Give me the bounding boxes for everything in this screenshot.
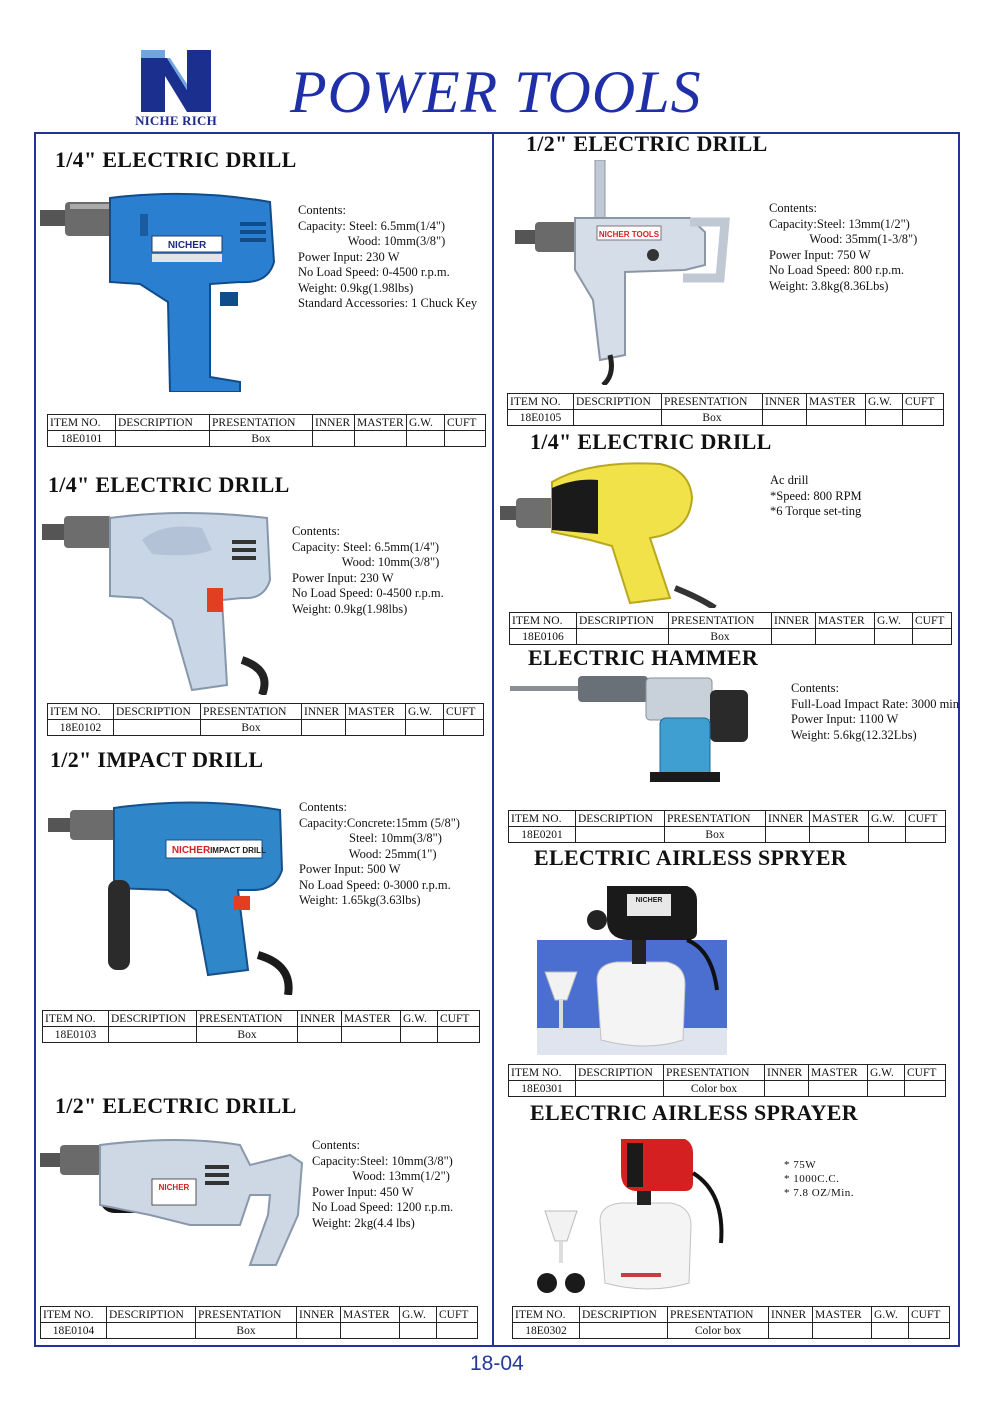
- header-presentation: PRESENTATION: [662, 394, 763, 410]
- product-title: 1/2" ELECTRIC DRILL: [526, 131, 768, 156]
- product-title: 1/4" ELECTRIC DRILL: [55, 147, 297, 172]
- airless-sprayer-image: [537, 880, 727, 1055]
- presentation: Color box: [664, 1081, 765, 1097]
- product-info-table: [512, 1306, 950, 1339]
- header-master: MASTER: [355, 415, 407, 431]
- header-gw: G.W.: [406, 704, 444, 720]
- header-cuft: CUFT: [437, 1307, 478, 1323]
- presentation: Box: [196, 1323, 297, 1339]
- header-description: DESCRIPTION: [107, 1307, 196, 1323]
- product-title: 1/2" IMPACT DRILL: [50, 747, 264, 772]
- product-specs: Contents: Capacity:Concrete:15mm (5/8") Steel: 10mm(3/8") Wood: 25mm(1") Power Input: 500 W No Load Speed: 0-3000 r.p.m. Weight: 1.65kg(3.63lbs): [299, 800, 460, 907]
- electric-drill-image: [40, 192, 290, 392]
- header-item-no: ITEM NO.: [48, 704, 114, 720]
- product-info-table: [47, 414, 486, 447]
- electric-drill-image: [40, 1135, 305, 1275]
- product-info-table: [508, 1064, 946, 1097]
- header-master: MASTER: [341, 1307, 400, 1323]
- product-title: ELECTRIC AIRLESS SPRAYER: [530, 1100, 858, 1125]
- header-gw: G.W.: [875, 613, 913, 629]
- header-description: DESCRIPTION: [574, 394, 662, 410]
- presentation: Box: [669, 629, 772, 645]
- header-inner: INNER: [765, 1065, 809, 1081]
- header-description: DESCRIPTION: [580, 1307, 668, 1323]
- header-inner: INNER: [769, 1307, 813, 1323]
- header-gw: G.W.: [872, 1307, 909, 1323]
- header-inner: INNER: [763, 394, 807, 410]
- header-cuft: CUFT: [909, 1307, 950, 1323]
- product-info-table: [507, 393, 944, 426]
- header-item-no: ITEM NO.: [509, 811, 576, 827]
- header-master: MASTER: [809, 1065, 868, 1081]
- item-no: 18E0302: [513, 1323, 580, 1339]
- tool-brand-label: NICHER: [167, 240, 207, 251]
- electric-hammer-image: [510, 672, 765, 787]
- header-description: DESCRIPTION: [577, 613, 669, 629]
- header-cuft: CUFT: [445, 415, 486, 431]
- header-item-no: ITEM NO.: [48, 415, 116, 431]
- header-inner: INNER: [302, 704, 346, 720]
- tool-brand-label: NICHER: [635, 897, 663, 904]
- header-presentation: PRESENTATION: [664, 1065, 765, 1081]
- brand-name: NICHE RICH: [135, 113, 217, 128]
- header-presentation: PRESENTATION: [668, 1307, 769, 1323]
- product-info-table: [42, 1010, 480, 1043]
- airless-sprayer-image: [525, 1133, 750, 1298]
- product-info-table: [509, 612, 952, 645]
- product-specs: Contents: Capacity:Steel: 10mm(3/8") Wood: 13mm(1/2") Power Input: 450 W No Load Speed: 1200 r.p.m. Weight: 2kg(4.4 lbs): [312, 1138, 454, 1230]
- header-cuft: CUFT: [903, 394, 944, 410]
- header-gw: G.W.: [407, 415, 445, 431]
- header-cuft: CUFT: [905, 1065, 946, 1081]
- product-specs: Contents: Full-Load Impact Rate: 3000 min Power Input: 1100 W Weight: 5.6kg(12.32Lbs): [791, 681, 960, 742]
- header-presentation: PRESENTATION: [196, 1307, 297, 1323]
- header-presentation: PRESENTATION: [201, 704, 302, 720]
- electric-drill-image: [515, 160, 735, 385]
- header-gw: G.W.: [866, 394, 903, 410]
- page-title: POWER TOOLS: [290, 59, 702, 125]
- tool-model-label: IMPACT DRILL: [210, 846, 266, 855]
- header-inner: INNER: [298, 1011, 342, 1027]
- product-specs: Contents: Capacity:Steel: 13mm(1/2") Wood: 35mm(1-3/8") Power Input: 750 W No Load Speed: 800 r.p.m. Weight: 3.8kg(8.36Lbs): [769, 201, 918, 293]
- item-no: 18E0101: [48, 431, 116, 447]
- item-no: 18E0104: [41, 1323, 107, 1339]
- header-master: MASTER: [346, 704, 406, 720]
- tool-brand-label: NICHER: [158, 1183, 190, 1192]
- product-info-table: [47, 703, 484, 736]
- product-title: ELECTRIC AIRLESS SPRYER: [534, 845, 847, 870]
- product-info-table: [508, 810, 946, 843]
- product-specs: Contents: Capacity: Steel: 6.5mm(1/4") Wood: 10mm(3/8") Power Input: 230 W No Load Speed: 0-4500 r.p.m. Weight: 0.9kg(1.98lbs): [292, 524, 444, 616]
- header-item-no: ITEM NO.: [513, 1307, 580, 1323]
- header-master: MASTER: [816, 613, 875, 629]
- header-cuft: CUFT: [438, 1011, 480, 1027]
- presentation: Box: [210, 431, 313, 447]
- item-no: 18E0105: [508, 410, 574, 426]
- header-master: MASTER: [813, 1307, 872, 1323]
- header-item-no: ITEM NO.: [508, 394, 574, 410]
- product-info-table: [40, 1306, 478, 1339]
- header-cuft: CUFT: [913, 613, 952, 629]
- header-item-no: ITEM NO.: [510, 613, 577, 629]
- presentation: Box: [201, 720, 302, 736]
- header-cuft: CUFT: [906, 811, 946, 827]
- header-gw: G.W.: [869, 811, 906, 827]
- item-no: 18E0102: [48, 720, 114, 736]
- presentation: Box: [662, 410, 763, 426]
- ac-drill-image: [500, 458, 725, 608]
- header-inner: INNER: [766, 811, 810, 827]
- presentation: Color box: [668, 1323, 769, 1339]
- header-master: MASTER: [810, 811, 869, 827]
- header-presentation: PRESENTATION: [665, 811, 766, 827]
- header-description: DESCRIPTION: [576, 811, 665, 827]
- product-specs: Ac drill *Speed: 800 RPM *6 Torque set-ting: [770, 473, 862, 518]
- header-description: DESCRIPTION: [114, 704, 201, 720]
- presentation: Box: [197, 1027, 298, 1043]
- header-item-no: ITEM NO.: [43, 1011, 109, 1027]
- header-inner: INNER: [297, 1307, 341, 1323]
- item-no: 18E0103: [43, 1027, 109, 1043]
- product-specs: * 75W * 1000C.C. * 7.8 OZ/Min.: [784, 1159, 855, 1199]
- header-presentation: PRESENTATION: [197, 1011, 298, 1027]
- header-gw: G.W.: [400, 1307, 437, 1323]
- column-divider: [492, 133, 494, 1347]
- header-item-no: ITEM NO.: [509, 1065, 576, 1081]
- header-inner: INNER: [313, 415, 355, 431]
- header-description: DESCRIPTION: [116, 415, 210, 431]
- header-description: DESCRIPTION: [576, 1065, 664, 1081]
- header-presentation: PRESENTATION: [669, 613, 772, 629]
- header-gw: G.W.: [401, 1011, 438, 1027]
- header-description: DESCRIPTION: [109, 1011, 197, 1027]
- header-cuft: CUFT: [444, 704, 484, 720]
- impact-drill-image: [48, 800, 298, 995]
- tool-brand-label: NICHER TOOLS: [598, 230, 660, 239]
- header-gw: G.W.: [868, 1065, 905, 1081]
- page-number: 18-04: [470, 1352, 524, 1375]
- header-presentation: PRESENTATION: [210, 415, 313, 431]
- header-inner: INNER: [772, 613, 816, 629]
- product-title: 1/4" ELECTRIC DRILL: [530, 429, 772, 454]
- item-no: 18E0301: [509, 1081, 576, 1097]
- header-master: MASTER: [807, 394, 866, 410]
- tool-brand-label: NICHER: [171, 845, 211, 856]
- product-title: 1/2" ELECTRIC DRILL: [55, 1093, 297, 1118]
- item-no: 18E0106: [510, 629, 577, 645]
- header-master: MASTER: [342, 1011, 401, 1027]
- header-item-no: ITEM NO.: [41, 1307, 107, 1323]
- electric-drill-image: [42, 510, 282, 695]
- product-title: ELECTRIC HAMMER: [528, 645, 759, 670]
- product-title: 1/4" ELECTRIC DRILL: [48, 472, 290, 497]
- product-specs: Contents: Capacity: Steel: 6.5mm(1/4") Wood: 10mm(3/8") Power Input: 230 W No Load Speed: 0-4500 r.p.m. Weight: 0.9kg(1.98lbs) Standard Accessories: 1 Chuck Key: [298, 203, 478, 310]
- item-no: 18E0201: [509, 827, 576, 843]
- presentation: Box: [665, 827, 766, 843]
